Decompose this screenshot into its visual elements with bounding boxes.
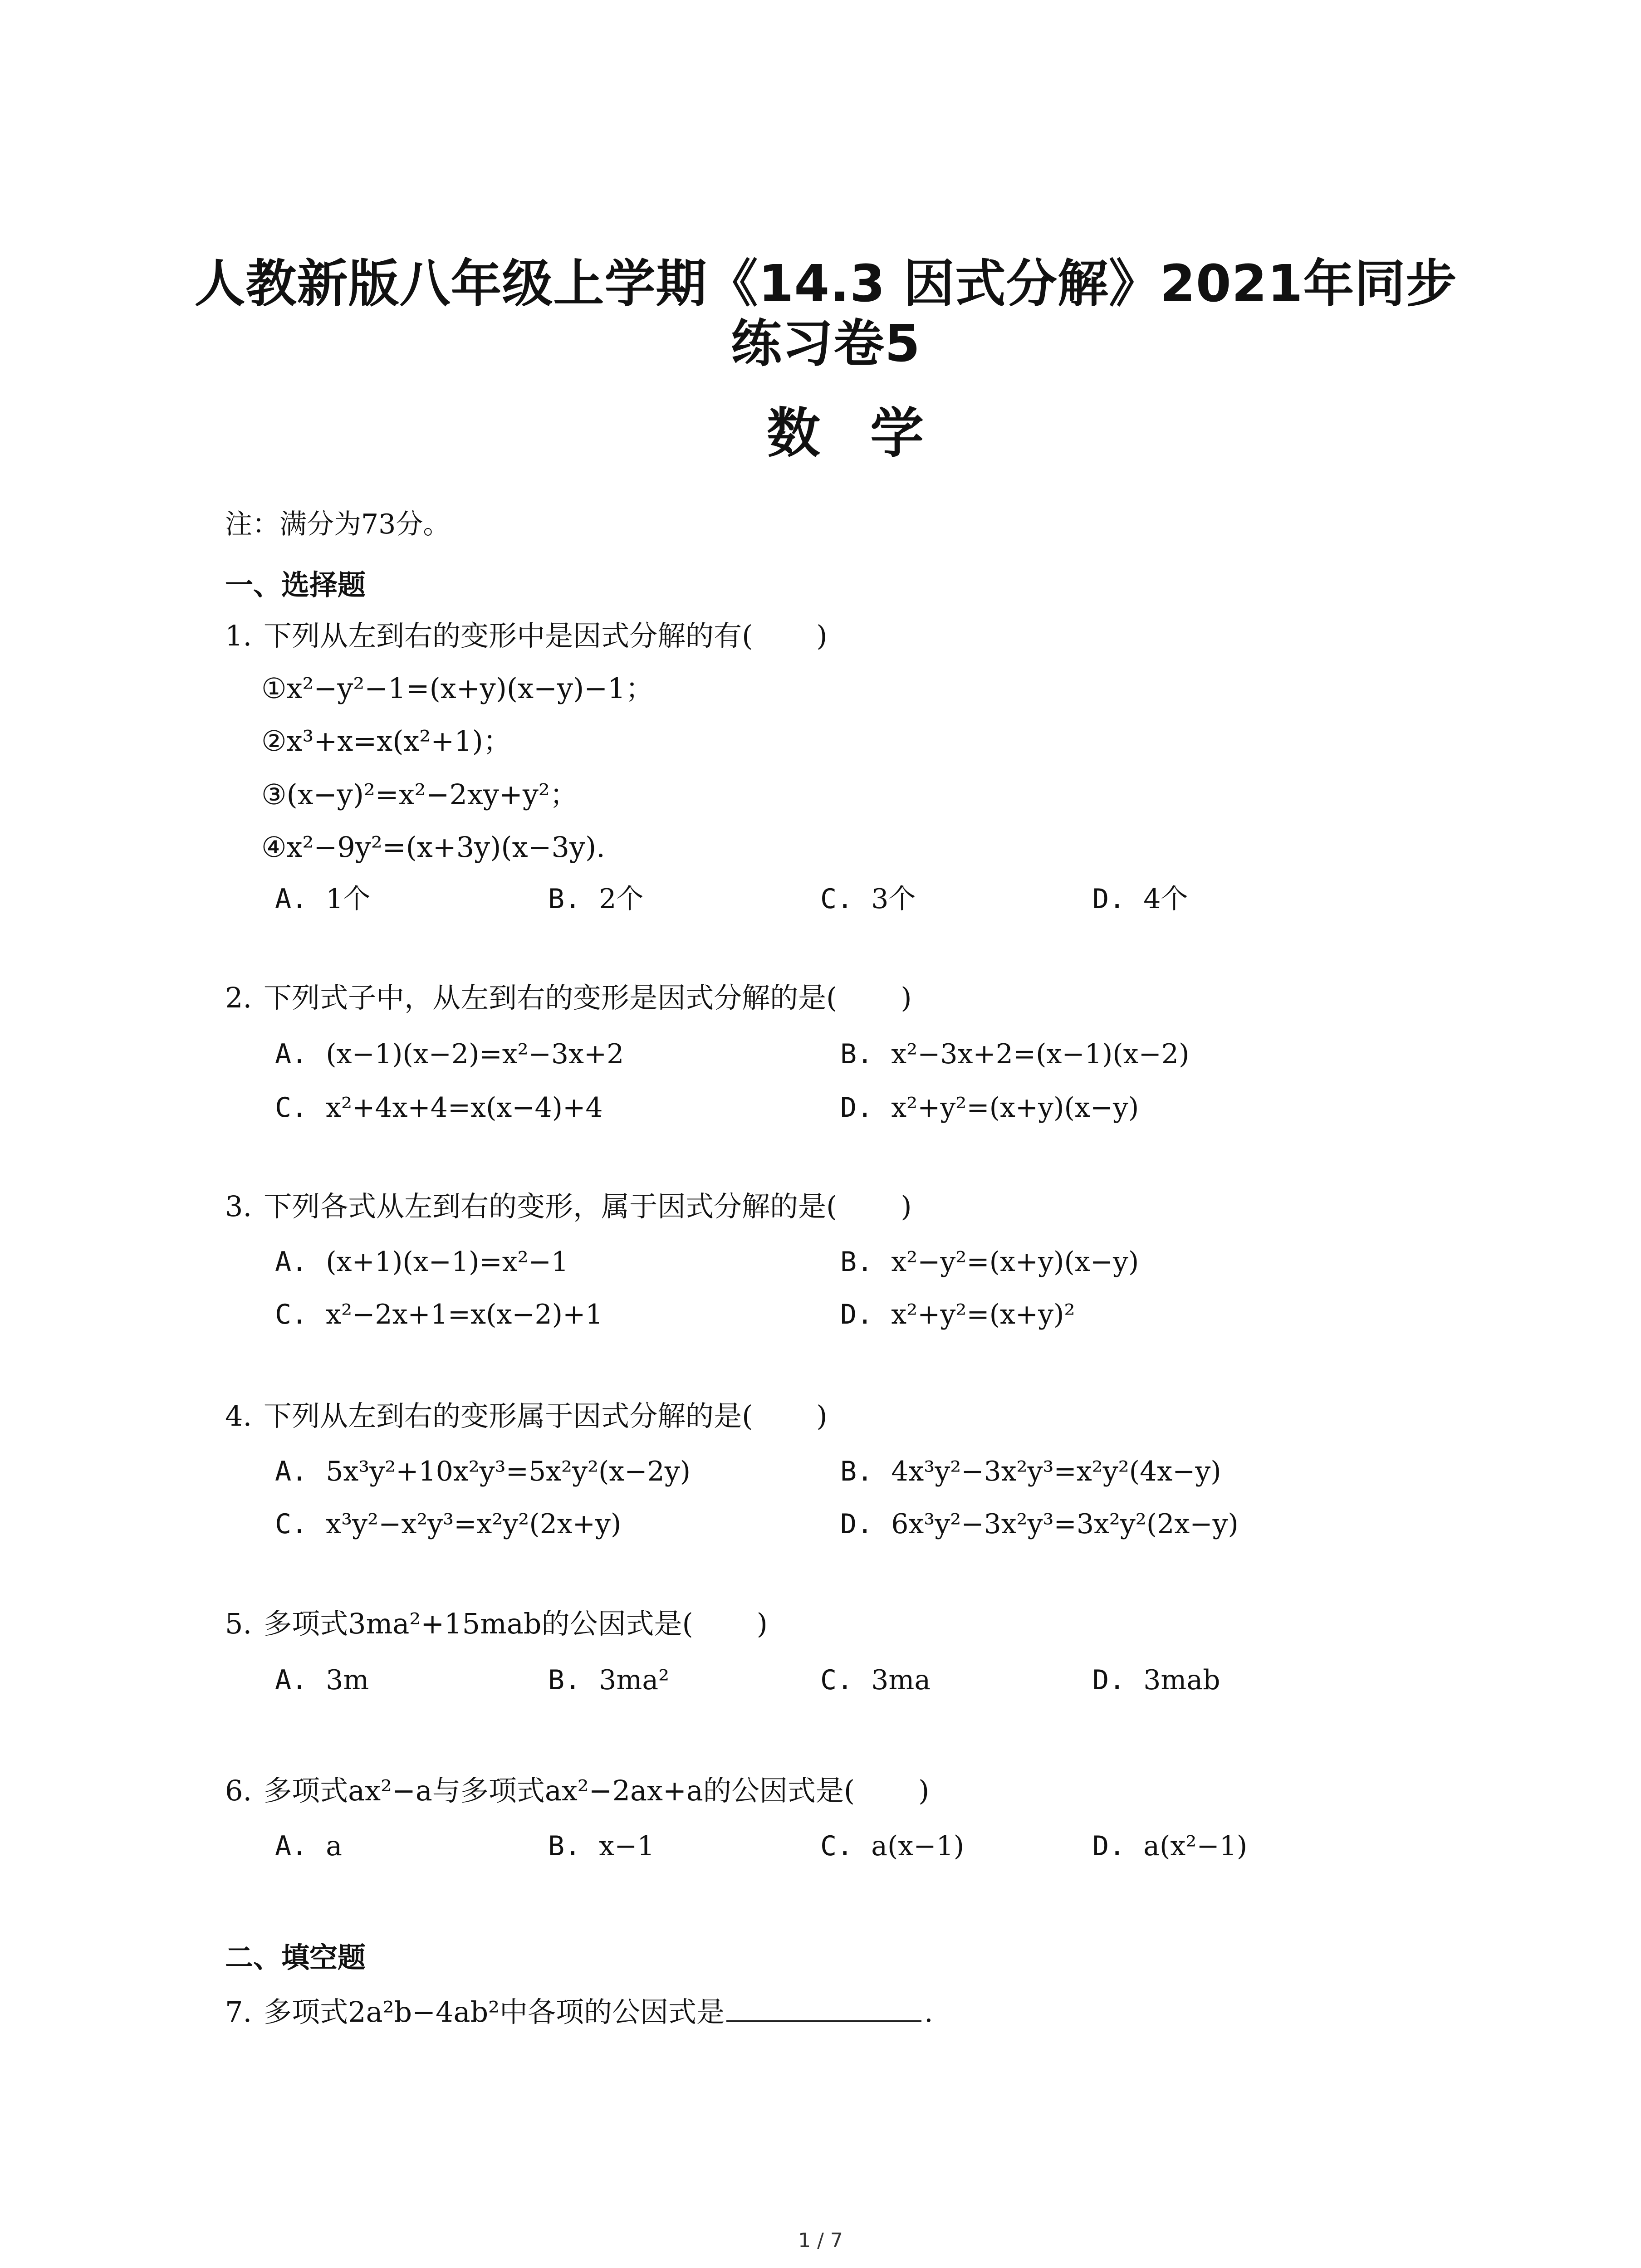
- option-text: 3ma²: [599, 1664, 670, 1696]
- option-text: 5x³y²+10x²y³=5x²y²(x−2y): [326, 1456, 691, 1487]
- option-letter: A.: [275, 1830, 308, 1862]
- question-1-option-d: [1092, 881, 1188, 917]
- section-heading-fill-in: 二、填空题: [225, 1941, 366, 1974]
- answer-blank[interactable]: [726, 1995, 921, 2022]
- question-5-option-b: [548, 1662, 669, 1698]
- option-letter: C.: [820, 1830, 853, 1862]
- option-text: x²−y²=(x+y)(x−y): [891, 1246, 1139, 1278]
- question-1-item-1: ①x²−y²−1=(x+y)(x−y)−1；: [261, 672, 654, 705]
- document-title-line-2: 练习卷5: [731, 314, 921, 373]
- question-text-end: ): [918, 1774, 930, 1807]
- score-note: 注：满分为73分。: [225, 508, 451, 540]
- question-number: 4.: [225, 1399, 252, 1432]
- option-letter: D.: [840, 1092, 873, 1124]
- option-letter: C.: [275, 1508, 308, 1540]
- option-text: x−1: [599, 1830, 655, 1862]
- question-1-option-c: [820, 881, 916, 917]
- question-2-option-a: [275, 1036, 624, 1072]
- question-text: 下列各式从左到右的变形，属于因式分解的是(: [264, 1190, 838, 1223]
- question-text-end: ): [901, 1190, 912, 1223]
- subject-heading: 数学: [766, 402, 974, 464]
- option-letter: D.: [1092, 1830, 1126, 1862]
- question-6-stem: [225, 1773, 929, 1809]
- question-1-item-2: ②x³+x=x(x²+1)；: [261, 724, 511, 758]
- option-letter: B.: [840, 1456, 873, 1487]
- option-letter: C.: [275, 1092, 308, 1124]
- question-2-option-d: [840, 1090, 1139, 1126]
- question-3-option-c: [275, 1296, 603, 1333]
- document-title-line-1: 人教新版八年级上学期《14.3 因式分解》2021年同步: [194, 254, 1457, 313]
- option-letter: A.: [275, 883, 308, 915]
- question-text: 多项式2a²b−4ab²中各项的公因式是: [264, 1995, 725, 2028]
- question-5-option-c: [820, 1662, 931, 1698]
- option-text: 4x³y²−3x²y³=x²y²(4x−y): [891, 1456, 1221, 1487]
- option-letter: B.: [840, 1038, 873, 1070]
- option-letter: D.: [840, 1299, 873, 1330]
- option-text: (x−1)(x−2)=x²−3x+2: [326, 1038, 624, 1070]
- question-number: 2.: [225, 981, 252, 1014]
- question-text-end: ): [901, 981, 912, 1014]
- option-text: 3ma: [871, 1664, 931, 1696]
- option-text: x²+y²=(x+y)²: [891, 1299, 1075, 1330]
- question-text-end: .: [924, 1995, 933, 2028]
- question-text: 下列式子中，从左到右的变形是因式分解的是(: [264, 981, 838, 1014]
- option-text: x³y²−x²y³=x²y²(2x+y): [326, 1508, 622, 1540]
- option-text: 4个: [1143, 883, 1188, 915]
- option-letter: B.: [840, 1246, 873, 1278]
- question-4-option-b: [840, 1453, 1221, 1490]
- question-6-option-d: [1092, 1828, 1247, 1864]
- option-letter: C.: [275, 1299, 308, 1330]
- option-text: x²+4x+4=x(x−4)+4: [326, 1092, 603, 1124]
- option-letter: C.: [820, 883, 853, 915]
- option-text: 6x³y²−3x²y³=3x²y²(2x−y): [891, 1508, 1239, 1540]
- option-letter: A.: [275, 1038, 308, 1070]
- question-6-option-a: [275, 1828, 342, 1864]
- question-text-end: ): [756, 1607, 768, 1640]
- question-number: 7.: [225, 1995, 252, 2028]
- question-1-item-4: ④x²−9y²=(x+3y)(x−3y).: [261, 831, 605, 864]
- question-6-option-b: [548, 1828, 655, 1864]
- question-1-option-b: [548, 881, 643, 917]
- option-text: a(x²−1): [1143, 1830, 1248, 1862]
- question-4-option-c: [275, 1506, 621, 1542]
- question-1-item-3: ③(x−y)²=x²−2xy+y²；: [261, 778, 578, 811]
- option-letter: C.: [820, 1664, 853, 1696]
- question-4-stem: [225, 1398, 828, 1434]
- question-text: 下列从左到右的变形属于因式分解的是(: [264, 1399, 753, 1432]
- page-number: 1 / 7: [798, 2229, 843, 2252]
- section-heading-multiple-choice: 一、选择题: [225, 568, 366, 601]
- question-text: 多项式3ma²+15mab的公因式是(: [264, 1607, 693, 1640]
- option-text: 3个: [871, 883, 916, 915]
- option-text: a: [326, 1830, 343, 1862]
- question-text-end: ): [816, 619, 828, 652]
- option-text: (x+1)(x−1)=x²−1: [326, 1246, 569, 1278]
- option-letter: A.: [275, 1664, 308, 1696]
- option-letter: A.: [275, 1246, 308, 1278]
- option-text: 3m: [326, 1664, 369, 1696]
- question-number: 3.: [225, 1190, 252, 1223]
- question-number: 1.: [225, 619, 252, 652]
- question-1-option-a: [275, 881, 370, 917]
- option-letter: B.: [548, 1664, 581, 1696]
- question-3-option-d: [840, 1296, 1075, 1333]
- question-2-stem: [225, 980, 912, 1016]
- question-7-stem: [225, 1994, 933, 2030]
- option-letter: A.: [275, 1456, 308, 1487]
- question-number: 6.: [225, 1774, 252, 1807]
- question-6-option-c: [820, 1828, 964, 1864]
- question-2-option-c: [275, 1090, 603, 1126]
- option-text: 3mab: [1143, 1664, 1220, 1696]
- question-2-option-b: [840, 1036, 1189, 1072]
- question-4-option-d: [840, 1506, 1239, 1542]
- question-text-end: ): [816, 1399, 828, 1432]
- option-text: 1个: [326, 883, 371, 915]
- option-text: 2个: [599, 883, 644, 915]
- option-text: x²−3x+2=(x−1)(x−2): [891, 1038, 1190, 1070]
- question-5-stem: [225, 1606, 768, 1642]
- question-5-option-a: [275, 1662, 369, 1698]
- question-3-option-b: [840, 1244, 1139, 1280]
- option-text: x²−2x+1=x(x−2)+1: [326, 1299, 603, 1330]
- option-letter: B.: [548, 883, 581, 915]
- question-1-stem: [225, 618, 828, 654]
- question-number: 5.: [225, 1607, 252, 1640]
- question-3-option-a: [275, 1244, 568, 1280]
- question-text: 多项式ax²−a与多项式ax²−2ax+a的公因式是(: [264, 1774, 855, 1807]
- option-text: a(x−1): [871, 1830, 965, 1862]
- option-letter: D.: [1092, 1664, 1126, 1696]
- question-4-option-a: [275, 1453, 691, 1490]
- question-3-stem: [225, 1188, 912, 1225]
- option-letter: B.: [548, 1830, 581, 1862]
- question-5-option-d: [1092, 1662, 1220, 1698]
- option-letter: D.: [840, 1508, 873, 1540]
- option-text: x²+y²=(x+y)(x−y): [891, 1092, 1139, 1124]
- question-text: 下列从左到右的变形中是因式分解的有(: [264, 619, 753, 652]
- option-letter: D.: [1092, 883, 1126, 915]
